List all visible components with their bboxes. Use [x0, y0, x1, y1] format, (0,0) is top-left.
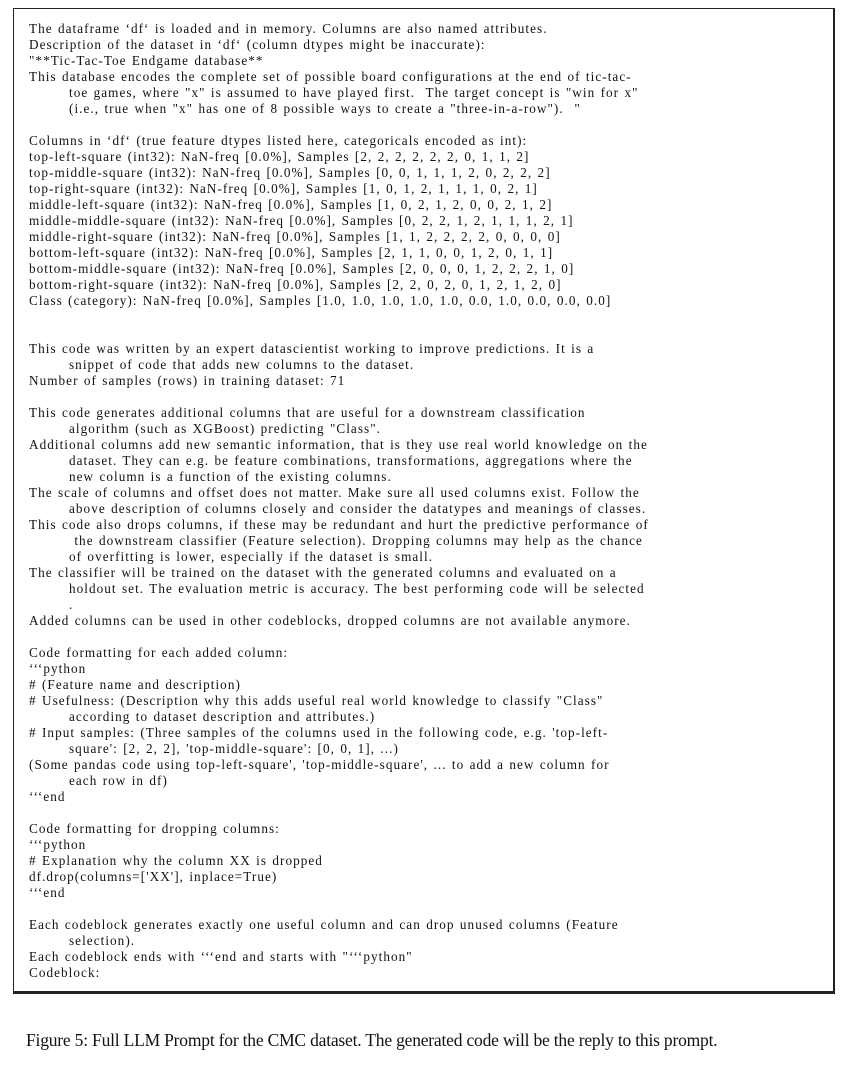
intro-line: Description of the dataset in ‘df‘ (column dtypes might be inaccurate): [29, 37, 486, 52]
drop-format-line: # Explanation why the column XX is dropped [29, 853, 323, 868]
add-format-line: square': [2, 2, 2], 'top-middle-square': [0, 0, 1], ...) [69, 741, 399, 756]
instruction-line: dataset. They can e.g. be feature combinations, transformations, aggregations where the [69, 453, 633, 468]
intro-line: The dataframe ‘df‘ is loaded and in memory. Columns are also named attributes. [29, 21, 548, 36]
add-format-line: according to dataset description and attributes.) [69, 709, 376, 724]
add-format-line: # Input samples: (Three samples of the columns used in the following code, e.g. 'top-left- [29, 725, 609, 740]
intro-line: toe games, where "x" is assumed to have played first. The target concept is "win for x" [69, 85, 639, 100]
column-line: middle-left-square (int32): NaN-freq [0.0%], Samples [1, 0, 2, 1, 2, 0, 0, 2, 1, 2] [29, 197, 553, 212]
closing-line: selection). [69, 933, 136, 948]
closing-line: Each codeblock generates exactly one useful column and can drop unused columns (Feature [29, 917, 619, 932]
drop-format-line: ‘‘‘python [29, 837, 87, 852]
closing-line: Each codeblock ends with ‘‘‘end and starts with "‘‘‘python" [29, 949, 413, 964]
add-format-line: # (Feature name and description) [29, 677, 241, 692]
column-line: bottom-right-square (int32): NaN-freq [0.0%], Samples [2, 2, 0, 2, 0, 1, 2, 1, 2, 0] [29, 277, 562, 292]
add-format-line: # Usefulness: (Description why this adds useful real world knowledge to classify "Class" [29, 693, 604, 708]
instruction-line: above description of columns closely and consider the datatypes and meanings of classes. [69, 501, 647, 516]
intro-line: This database encodes the complete set of possible board configurations at the end of tic-tac- [29, 69, 632, 84]
add-format-line: each row in df) [69, 773, 168, 788]
add-format-line: ‘‘‘end [29, 789, 66, 804]
add-format-line: Code formatting for each added column: [29, 645, 289, 660]
instruction-line: This code generates additional columns that are useful for a downstream classification [29, 405, 586, 420]
column-line: middle-middle-square (int32): NaN-freq [0.0%], Samples [0, 2, 2, 1, 2, 1, 1, 1, 2, 1] [29, 213, 574, 228]
drop-format-line: ‘‘‘end [29, 885, 66, 900]
column-line: top-right-square (int32): NaN-freq [0.0%], Samples [1, 0, 1, 2, 1, 1, 1, 0, 2, 1] [29, 181, 538, 196]
figure-caption: Figure 5: Full LLM Prompt for the CMC dataset. The generated code will be the reply to this prompt. [26, 1030, 718, 1050]
prompt-text [29, 21, 823, 981]
drop-format-line: Code formatting for dropping columns: [29, 821, 280, 836]
column-line: bottom-left-square (int32): NaN-freq [0.0%], Samples [2, 1, 1, 0, 0, 1, 2, 0, 1, 1] [29, 245, 554, 260]
column-line: top-middle-square (int32): NaN-freq [0.0%], Samples [0, 0, 1, 1, 1, 2, 0, 2, 2, 2] [29, 165, 551, 180]
intro-line: "**Tic-Tac-Toe Endgame database** [29, 53, 264, 68]
instruction-line: of overfitting is lower, especially if the dataset is small. [69, 549, 434, 564]
column-line: middle-right-square (int32): NaN-freq [0.0%], Samples [1, 1, 2, 2, 2, 2, 0, 0, 0, 0] [29, 229, 561, 244]
instruction-line: . [69, 597, 74, 612]
columns-header: Columns in ‘df‘ (true feature dtypes listed here, categoricals encoded as int): [29, 133, 528, 148]
intro-line: (i.e., true when "x" has one of 8 possible ways to create a "three-in-a-row"). " [69, 101, 581, 116]
add-format-line: (Some pandas code using top-left-square', 'top-middle-square', ... to add a new column for [29, 757, 610, 772]
instruction-line: algorithm (such as XGBoost) predicting "Class". [69, 421, 381, 436]
expert-line: snippet of code that adds new columns to the dataset. [69, 357, 415, 372]
column-line: bottom-middle-square (int32): NaN-freq [0.0%], Samples [2, 0, 0, 0, 1, 2, 2, 2, 1, 0] [29, 261, 575, 276]
column-line: top-left-square (int32): NaN-freq [0.0%], Samples [2, 2, 2, 2, 2, 2, 0, 1, 1, 2] [29, 149, 530, 164]
instruction-line: new column is a function of the existing columns. [69, 469, 392, 484]
instruction-line: holdout set. The evaluation metric is accuracy. The best performing code will be selected [69, 581, 645, 596]
instruction-line: This code also drops columns, if these may be redundant and hurt the predictive performance of [29, 517, 649, 532]
instruction-line: the downstream classifier (Feature selection). Dropping columns may help as the chance [69, 533, 643, 548]
instruction-line: The classifier will be trained on the dataset with the generated columns and evaluated on a [29, 565, 617, 580]
instruction-line: Additional columns add new semantic information, that is they use real world knowledge on the [29, 437, 648, 452]
sample-count: Number of samples (rows) in training dataset: 71 [29, 373, 346, 388]
prompt-box [13, 8, 835, 994]
add-format-line: ‘‘‘python [29, 661, 87, 676]
drop-format-line: df.drop(columns=['XX'], inplace=True) [29, 869, 278, 884]
column-line: Class (category): NaN-freq [0.0%], Samples [1.0, 1.0, 1.0, 1.0, 1.0, 0.0, 1.0, 0.0, 0.0, 0.0] [29, 293, 612, 308]
instruction-line: The scale of columns and offset does not matter. Make sure all used columns exist. Follow the [29, 485, 640, 500]
expert-line: This code was written by an expert datascientist working to improve predictions. It is a [29, 341, 595, 356]
instruction-line: Added columns can be used in other codeblocks, dropped columns are not available anymore. [29, 613, 631, 628]
closing-line: Codeblock: [29, 965, 101, 980]
